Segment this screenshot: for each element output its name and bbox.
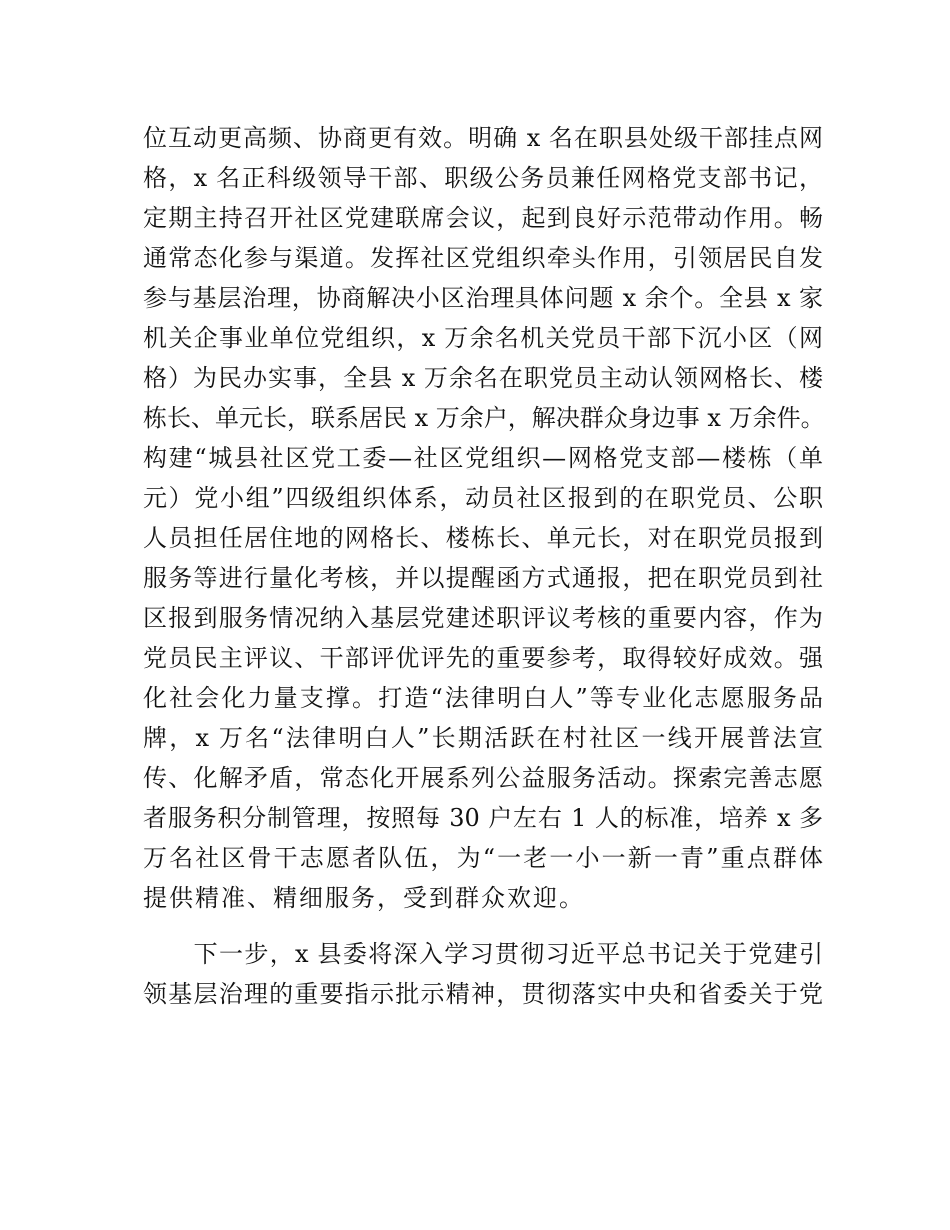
text-line: 参与基层治理，协商解决小区治理具体问题 x 余个。全县 x 家 [143,284,823,312]
text-line: 定期主持召开社区党建联席会议，起到良好示范带动作用。畅 [143,204,823,232]
paragraph-spacer [143,918,823,934]
text-line: 传、化解矛盾，常态化开展系列公益服务活动。探索完善志愿 [143,764,823,792]
text-line: 下一步，x 县委将深入学习贯彻习近平总书记关于党建引 [143,940,823,968]
text-line: 位互动更高频、协商更有效。明确 x 名在职县处级干部挂点网 [143,124,823,152]
text-line: 党员民主评议、干部评优评先的重要参考，取得较好成效。强 [143,644,823,672]
text-line: 万名社区骨干志愿者队伍，为“一老一小一新一青”重点群体 [143,844,823,872]
text-line: 区报到服务情况纳入基层党建述职评议考核的重要内容，作为 [143,604,823,632]
text-line: 格）为民办实事，全县 x 万余名在职党员主动认领网格长、楼 [143,364,823,392]
paragraph [143,934,823,1014]
text-line: 提供精准、精细服务，受到群众欢迎。 [143,884,585,912]
text-line: 构建“城县社区党工委—社区党组织—网格党支部—楼栋（单 [143,444,823,472]
text-line: 服务等进行量化考核，并以提醒函方式通报，把在职党员到社 [143,564,823,592]
text-line: 化社会化力量支撑。打造“法律明白人”等专业化志愿服务品 [143,684,823,712]
text-line: 通常态化参与渠道。发挥社区党组织牵头作用，引领居民自发 [143,244,823,272]
text-line: 格，x 名正科级领导干部、职级公务员兼任网格党支部书记， [143,164,823,192]
text-line: 领基层治理的重要指示批示精神，贯彻落实中央和省委关于党 [143,980,823,1008]
text-line: 牌，x 万名“法律明白人”长期活跃在村社区一线开展普法宣 [143,724,823,752]
text-line: 栋长、单元长，联系居民 x 万余户，解决群众身边事 x 万余件。 [143,404,825,432]
paragraph [143,118,823,918]
text-line: 元）党小组”四级组织体系，动员社区报到的在职党员、公职 [143,484,823,512]
text-line: 者服务积分制管理，按照每 30 户左右 1 人的标准，培养 x 多 [143,804,823,832]
text-line: 人员担任居住地的网格长、楼栋长、单元长，对在职党员报到 [143,524,823,552]
text-line: 机关企事业单位党组织，x 万余名机关党员干部下沉小区（网 [143,324,823,352]
body-text [143,118,823,1014]
